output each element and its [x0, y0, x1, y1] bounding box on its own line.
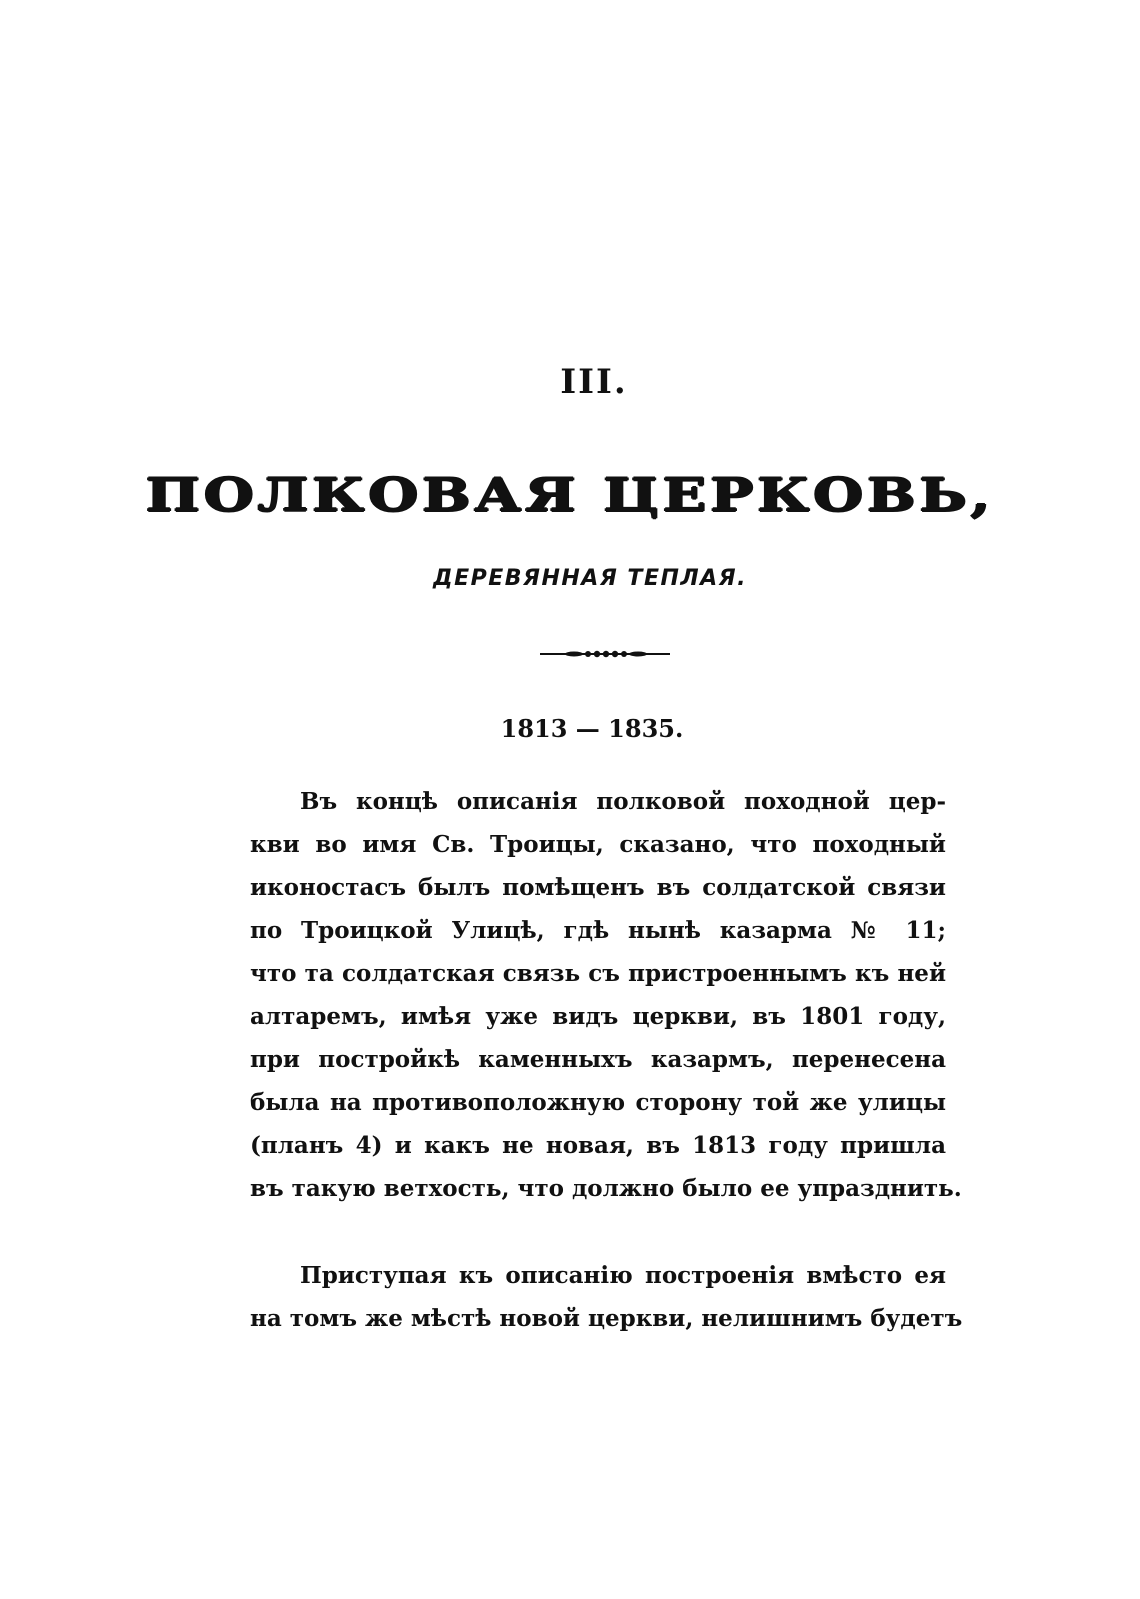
decorative-rule-icon	[540, 646, 670, 662]
text-line: при постройкѣ каменныхъ казармъ, перенесена	[250, 1046, 946, 1073]
paragraph	[250, 780, 962, 1210]
text-line: что та солдатская связь съ пристроеннымъ къ ней	[250, 960, 946, 987]
text-line: была на противоположную сторону той же улицы	[250, 1089, 946, 1116]
chapter-subtitle: ДЕРЕВЯННАЯ ТЕПЛАЯ.	[433, 566, 747, 591]
text-line: Приступая къ описанію построенія вмѣсто ея	[300, 1262, 946, 1289]
text-line: Въ концѣ описанія полковой походной цер-	[300, 788, 946, 815]
chapter-title: ПОЛКОВАЯ ЦЕРКОВЬ,	[145, 468, 995, 522]
text-line: иконостасъ былъ помѣщенъ въ солдатской связи	[250, 874, 946, 901]
chapter-dates: 1813 — 1835.	[500, 714, 684, 743]
paragraph	[250, 1254, 963, 1340]
text-line: (планъ 4) и какъ не новая, въ 1813 году пришла	[250, 1132, 946, 1159]
text-line: на томъ же мѣстѣ новой церкви, нелишнимъ будетъ	[250, 1305, 963, 1332]
chapter-numeral: III.	[560, 362, 628, 402]
text-line: въ такую ветхость, что должно было ее упразднить.	[250, 1175, 962, 1202]
text-line: по Троицкой Улицѣ, гдѣ нынѣ казарма № 11;	[250, 917, 946, 944]
text-line: кви во имя Св. Троицы, сказано, что походный	[250, 831, 946, 858]
text-line: алтаремъ, имѣя уже видъ церкви, въ 1801 году,	[250, 1003, 946, 1030]
